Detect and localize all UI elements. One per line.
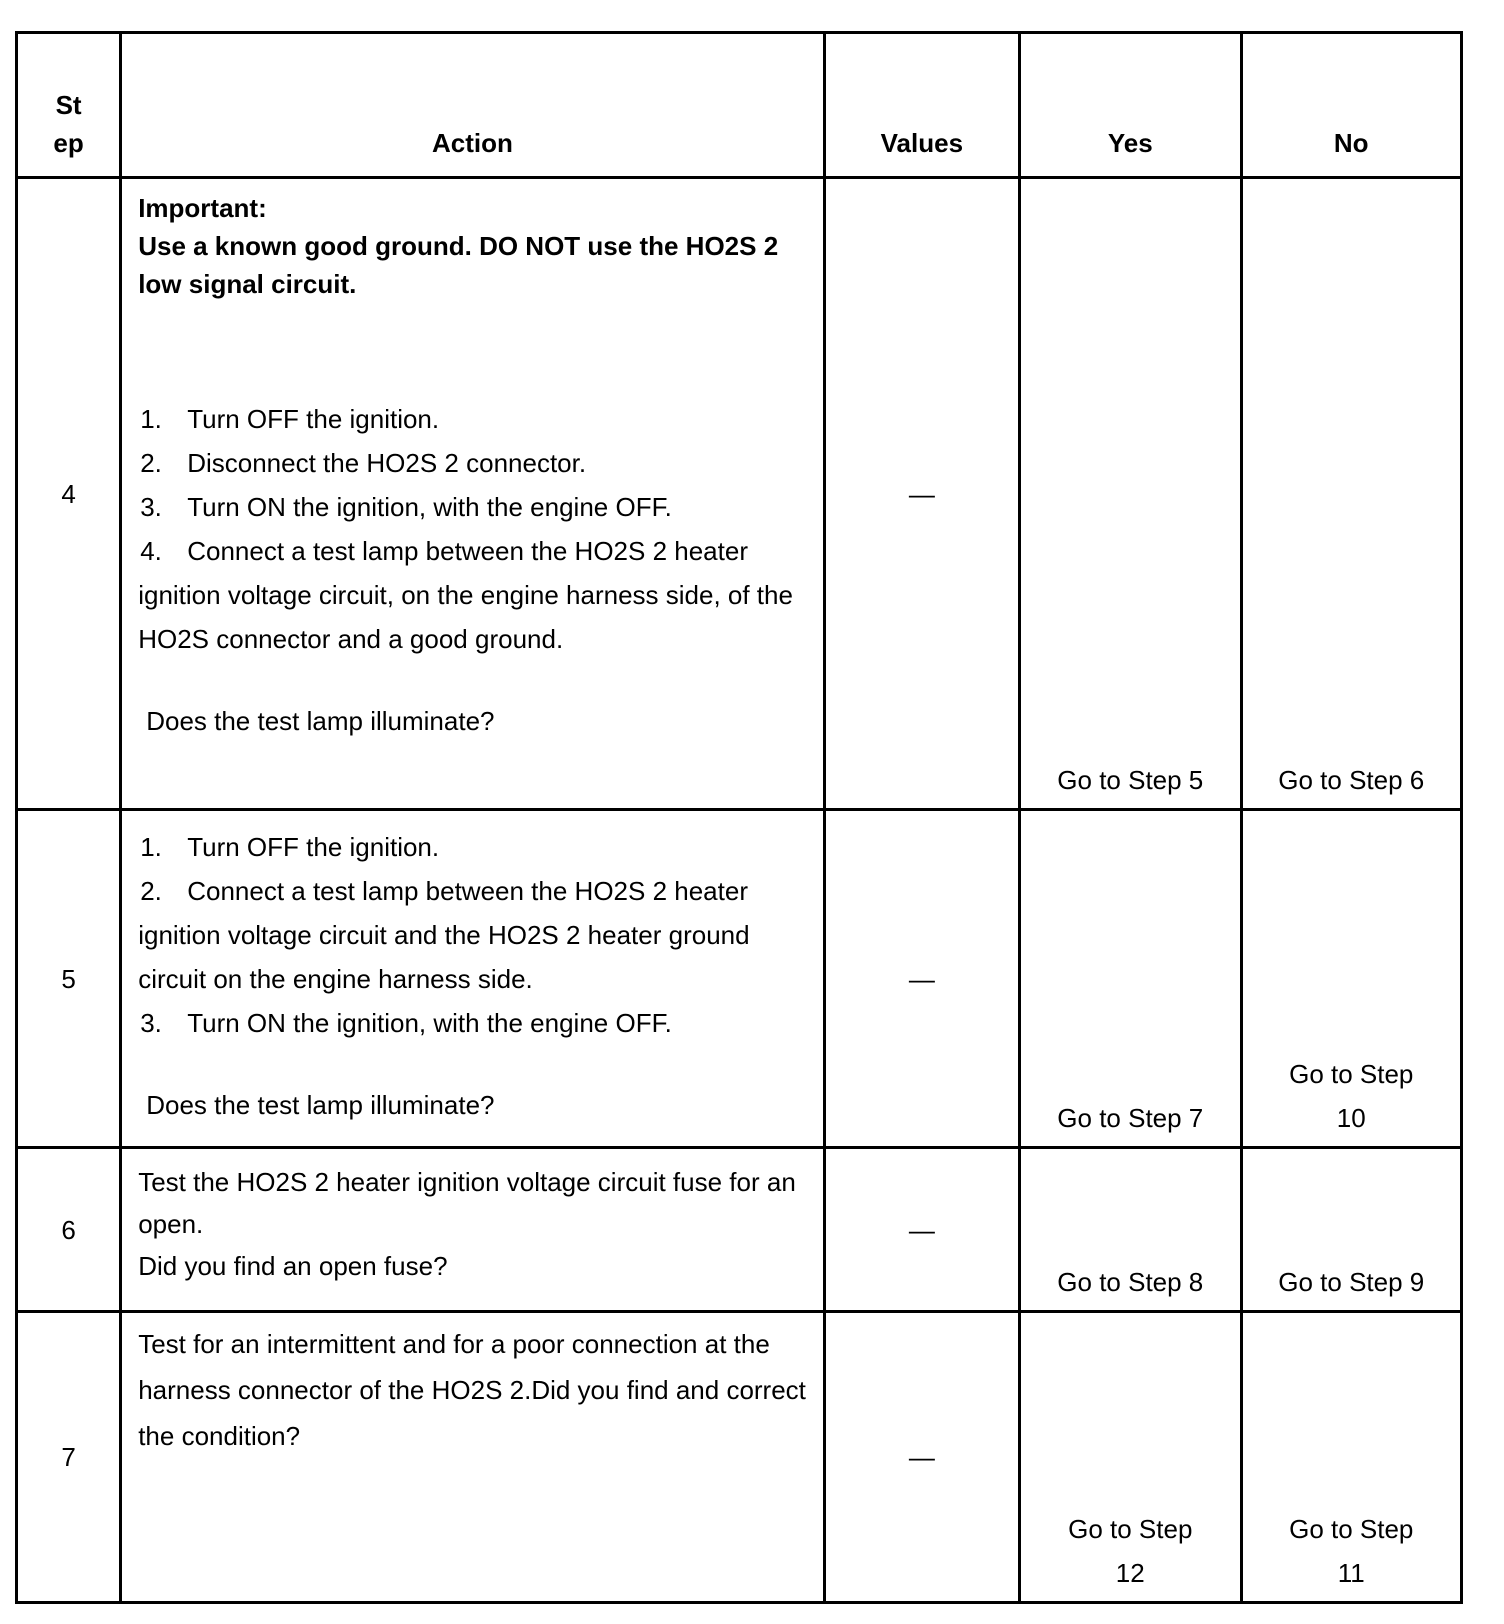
step-number: 5 [17,810,121,1148]
question: Did you find an open fuse? [138,1251,448,1281]
question: Does the test lamp illuminate? [146,706,495,736]
no-cell-text: Go to Step 11 [1289,1514,1414,1588]
header-step [17,33,121,178]
item-number: 4. [140,536,162,566]
item-text: Turn ON the ignition, with the engine OFF. [187,492,672,522]
yes-cell [1020,1312,1241,1603]
list-item [138,397,812,441]
no-cell: Go to Step 6 [1241,178,1462,810]
list-item [138,529,812,661]
action-cell [121,1148,824,1312]
list-item [138,485,812,529]
list-item [138,1001,812,1045]
item-number: 3. [140,1008,162,1038]
table-row-step-4 [17,178,1462,810]
value-cell: — [824,810,1019,1148]
item-text: Turn OFF the ignition. [187,832,440,862]
item-text: Connect a test lamp between the HO2S 2 heater ignition voltage circuit, on the engine harness side, of the HO2S connector and a good ground. [138,536,793,654]
header-step-line1: St [55,90,82,120]
action-cell [121,810,824,1148]
table-row-step-7 [17,1312,1462,1603]
header-yes: Yes [1020,33,1241,178]
value-cell: — [824,1148,1019,1312]
no-cell-text: Go to Step 10 [1289,1059,1414,1133]
list-item [138,441,812,485]
action-text: Test the HO2S 2 heater ignition voltage circuit fuse for an open. [138,1167,796,1239]
header-row [17,33,1462,178]
list-item [138,869,812,1001]
table-row-step-6 [17,1148,1462,1312]
value-cell: — [824,178,1019,810]
action-cell [121,1312,824,1603]
action-text: Test for an intermittent and for a poor connection at the harness connector of the HO2S 2.Did you find and correct the condition? [138,1329,806,1451]
important-text: Use a known good ground. DO NOT use the HO2S 2 low signal circuit. [138,231,779,299]
item-text: Turn OFF the ignition. [187,404,440,434]
header-step-line2: ep [53,128,84,158]
item-text: Connect a test lamp between the HO2S 2 heater ignition voltage circuit and the HO2S 2 heater ground circuit on the engine harness side. [138,876,750,994]
yes-cell: Go to Step 5 [1020,178,1241,810]
item-text: Turn ON the ignition, with the engine OFF. [187,1008,672,1038]
item-number: 2. [140,448,162,478]
important-title: Important: [138,193,267,223]
item-number: 2. [140,876,162,906]
yes-cell-text: Go to Step 12 [1068,1514,1193,1588]
no-cell: Go to Step 9 [1241,1148,1462,1312]
item-text: Disconnect the HO2S 2 connector. [187,448,587,478]
header-no: No [1241,33,1462,178]
yes-cell: Go to Step 8 [1020,1148,1241,1312]
step-number: 7 [17,1312,121,1603]
important-note [138,189,812,303]
diagnostic-table [15,31,1463,1604]
header-action: Action [121,33,824,178]
question: Does the test lamp illuminate? [146,1090,495,1120]
item-number: 1. [140,832,162,862]
step-number: 6 [17,1148,121,1312]
item-number: 3. [140,492,162,522]
action-cell [121,178,824,810]
table-row-step-5 [17,810,1462,1148]
list-item [138,825,812,869]
yes-cell: Go to Step 7 [1020,810,1241,1148]
value-cell: — [824,1312,1019,1603]
no-cell [1241,1312,1462,1603]
item-number: 1. [140,404,162,434]
header-values: Values [824,33,1019,178]
no-cell [1241,810,1462,1148]
step-number: 4 [17,178,121,810]
